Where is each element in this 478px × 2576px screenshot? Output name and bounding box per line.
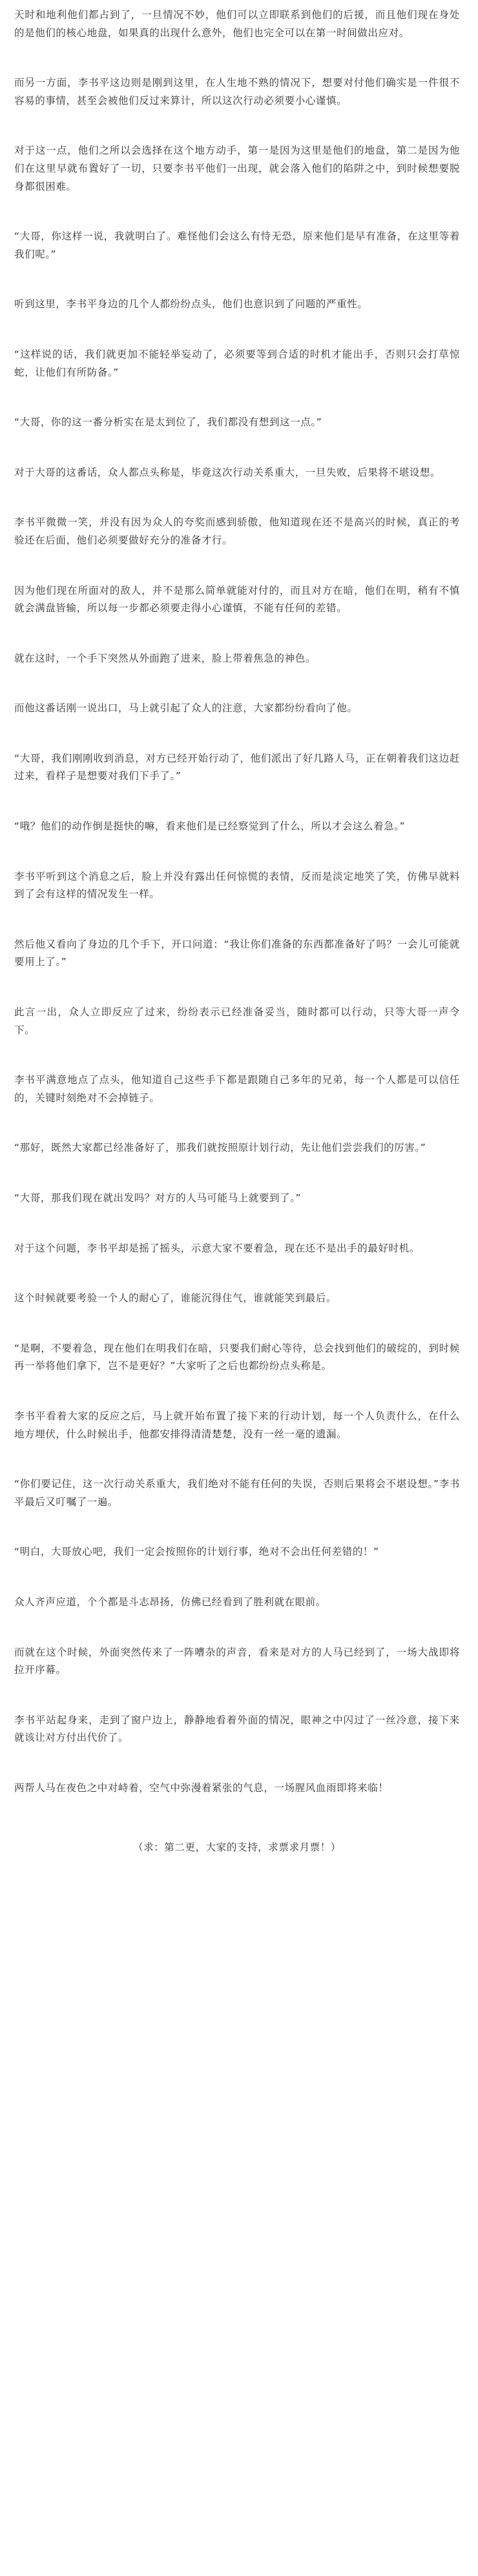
paragraph: 李书平听到这个消息之后，脸上并没有露出任何惊慌的表情，反而是淡定地笑了笑，仿佛早就料到了会有这样的情况发生一样。	[14, 870, 460, 900]
paragraph: 天时和地利他们都占到了，一旦情况不妙，他们可以立即联系到他们的后援，而且他们现在身处的是他们的核心地盘，如果真的出现什么意外，他们也完全可以在第一时间做出应对。	[14, 9, 460, 39]
paragraph: “大哥，你这样一说，我就明白了。难怪他们会这么有恃无恐，原来他们是早有准备，在这里等着我们呢。”	[14, 230, 460, 260]
paragraph: 然后他又看向了身边的几个手下，开口问道：“我让你们准备的东西都准备好了吗？一会儿可能就要用上了。”	[14, 938, 460, 968]
paragraph: “那好，既然大家都已经准备好了，那我们就按照原计划行动，先让他们尝尝我们的厉害。”	[14, 1142, 426, 1154]
paragraph: 对于大哥的这番话，众人都点头称是，毕竟这次行动关系重大，一旦失败，后果将不堪设想。	[14, 466, 441, 478]
paragraph: 对于这一点，他们之所以会选择在这个地方动手，第一是因为这里是他们的地盘，第二是因为他们在这里早就布置好了一切，只要李书平他们一出现，就会落入他们的陷阱之中，到时候想要脱身都很困难。	[14, 145, 460, 192]
paragraph: 李书平站起身来，走到了窗户边上，静静地看着外面的情况，眼神之中闪过了一丝冷意，接下来就该让对方付出代价了。	[14, 1714, 460, 1744]
paragraph: “哦？他们的动作倒是挺快的嘛，看来他们是已经察觉到了什么，所以才会这么着急。”	[14, 820, 406, 833]
paragraph: “大哥，你的这一番分析实在是太到位了，我们都没有想到这一点。”	[14, 416, 322, 429]
paragraph: 此言一出，众人立即反应了过来，纷纷表示已经准备妥当，随时都可以行动，只等大哥一声令下。	[14, 1006, 460, 1036]
paragraph: “大哥，那我们现在就出发吗？对方的人马可能马上就要到了。”	[14, 1192, 302, 1204]
paragraph: “是啊，不要着急，现在他们在明我们在暗，只要我们耐心等待，总会找到他们的破绽的，到时候再一举将他们拿下，岂不是更好？”大家听了之后也都纷纷点头称是。	[14, 1342, 460, 1372]
paragraph: 就在这时，一个手下突然从外面跑了进来，脸上带着焦急的神色。	[14, 652, 316, 664]
paragraph: 两帮人马在夜色之中对峙着，空气中弥漫着紧张的气息，一场腥风血雨即将来临！	[14, 1781, 389, 1794]
paragraph: 李书平满意地点了点头，他知道自己这些手下都是跟随自己多年的兄弟，每一个人都是可以信任的，关键时刻绝对不会掉链子。	[14, 1074, 460, 1104]
paragraph: 而他这番话刚一说出口，马上就引起了众人的注意，大家都纷纷看向了他。	[14, 702, 358, 715]
paragraph: “这样说的话，我们就更加不能轻举妄动了，必须要等到合适的时机才能出手，否则只会打草惊蛇，让他们有所防备。”	[14, 348, 460, 378]
paragraph: 李书平微微一笑，并没有因为众人的夸奖而感到骄傲，他知道现在还不是高兴的时候，真正的考验还在后面，他们必须要做好充分的准备才行。	[14, 516, 460, 546]
paragraph: 听到这里，李书平身边的几个人都纷纷点头，他们也意识到了问题的严重性。	[14, 298, 368, 310]
paragraph: 众人齐声应道，个个都是斗志昂扬，仿佛已经看到了胜利就在眼前。	[14, 1596, 327, 1608]
paragraph: 这个时候就要考验一个人的耐心了，谁能沉得住气，谁就能笑到最后。	[14, 1292, 337, 1304]
paragraph: “大哥，我们刚刚收到消息，对方已经开始行动了，他们派出了好几路人马，正在朝着我们这边赶过来，看样子是想要对我们下手了。”	[14, 752, 460, 782]
paragraph: “明白，大哥放心吧，我们一定会按照你的计划行事，绝对不会出任何差错的！”	[14, 1546, 379, 1558]
paragraph: 而另一方面，李书平这边则是刚到这里，在人生地不熟的情况下，想要对付他们确实是一件很不容易的事情，甚至会被他们反过来算计，所以这次行动必须要小心谨慎。	[14, 77, 460, 106]
paragraph: 对于这个问题，李书平却是摇了摇头，示意大家不要着急，现在还不是出手的最好时机。	[14, 1242, 420, 1254]
chapter-end-note: （求：第二更，大家的支持，求票求月票！）	[132, 1841, 341, 1853]
paragraph: 而就在这个时候，外面突然传来了一阵嘈杂的声音，看来是对方的人马已经到了，一场大战即将拉开序幕。	[14, 1646, 460, 1676]
paragraph: 因为他们现在所面对的敌人，并不是那么简单就能对付的，而且对方在暗，他们在明，稍有不慎就会满盘皆输，所以每一步都必须要走得小心谨慎，不能有任何的差错。	[14, 584, 460, 614]
paragraph: 李书平看着大家的反应之后，马上就开始布置了接下来的行动计划，每一个人负责什么，在什么地方埋伏，什么时候出手，他都安排得清清楚楚，没有一丝一毫的遗漏。	[14, 1410, 460, 1440]
paragraph: “你们要记住，这一次行动关系重大，我们绝对不能有任何的失误，否则后果将会不堪设想。”李书平最后又叮嘱了一遍。	[14, 1478, 460, 1508]
